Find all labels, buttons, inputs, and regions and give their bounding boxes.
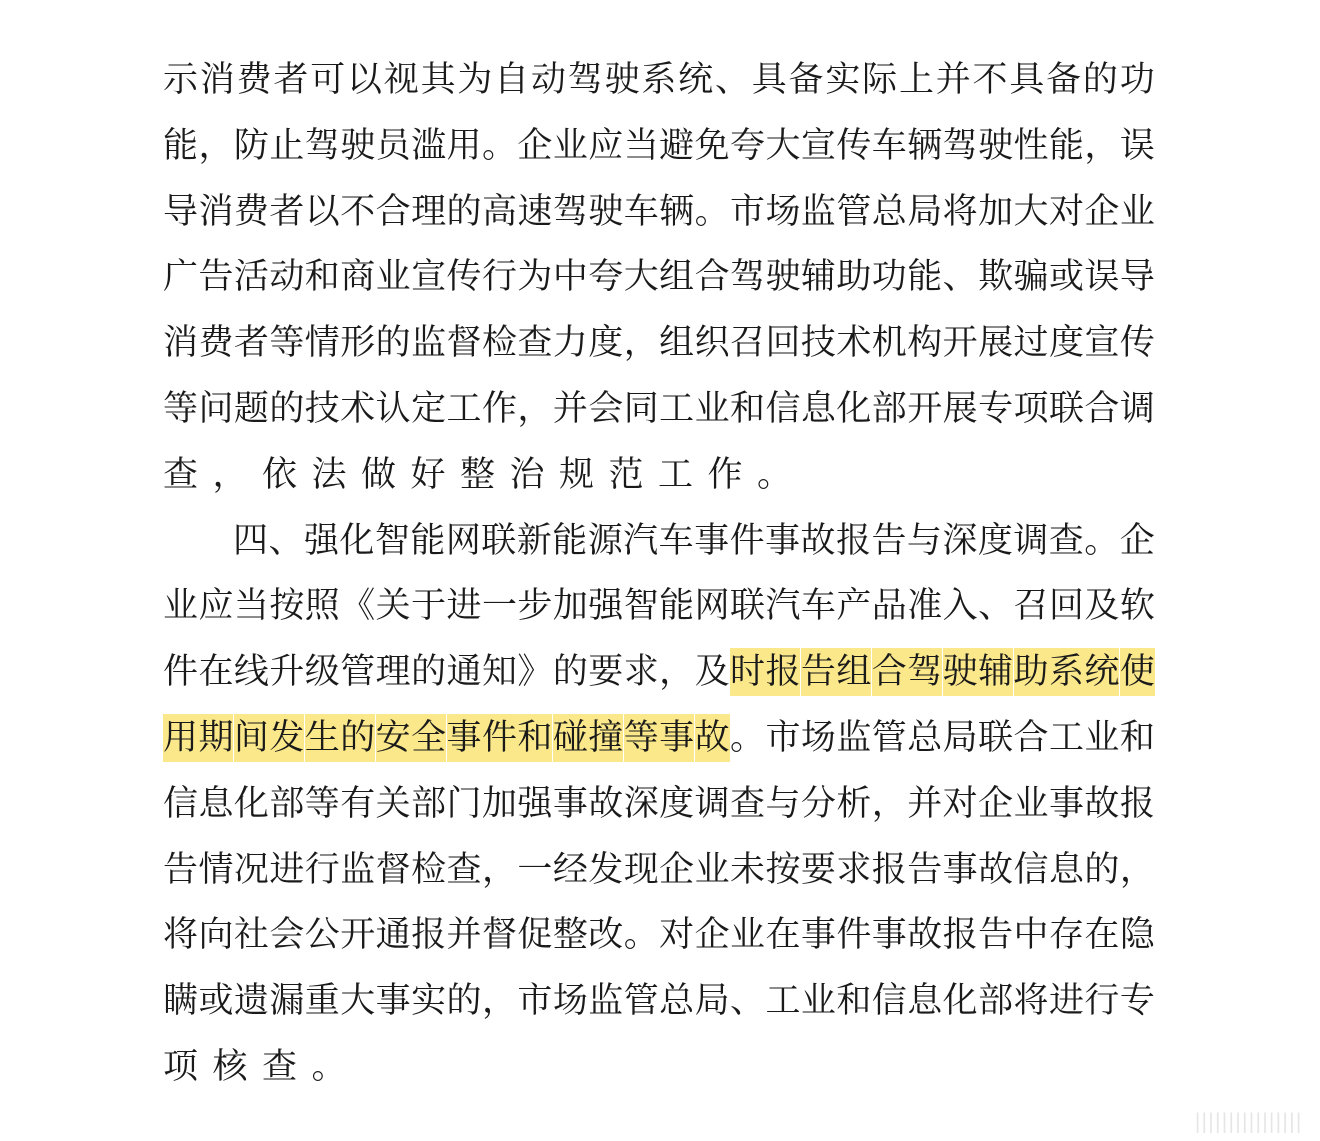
text-line: 四 、 强 化 智 能 网 联 新 能 源 汽 车 事 件 事 故 报 告 与 深 度 调 查 。 企 <box>233 520 1155 561</box>
text-line: 将 向 社 会 公 开 通 报 并 督 促 整 改 。 对 企 业 在 事 件 事 故 报 告 中 存 在 隐 <box>163 915 1155 956</box>
watermark: |||||||||||||||| <box>1194 1109 1302 1133</box>
text-line: 信 息 化 部 等 有 关 部 门 加 强 事 故 深 度 调 查 与 分 析 ， 并 对 企 业 事 故 报 <box>163 783 1155 824</box>
text-line: 业 应 当 按 照 《 关 于 进 一 步 加 强 智 能 网 联 汽 车 产 品 准 入 、 召 回 及 软 <box>163 586 1155 627</box>
text-line: 示 消 费 者 可 以 视 其 为 自 动 驾 驶 系 统 、 具 备 实 际 上 并 不 具 备 的 功 <box>163 60 1155 100</box>
text-line: 导 消 费 者 以 不 合 理 的 高 速 驾 驶 车 辆 。 市 场 监 管 总 局 将 加 大 对 企 业 <box>163 191 1155 232</box>
text-line: 查 ， 依 法 做 好 整 治 规 范 工 作 。 <box>163 454 793 495</box>
text-line: 告 情 况 进 行 监 督 检 查 ， 一 经 发 现 企 业 未 按 要 求 报 告 事 故 信 息 的 ， <box>163 849 1155 890</box>
text-line: 消 费 者 等 情 形 的 监 督 检 查 力 度 ， 组 织 召 回 技 术 机 构 开 展 过 度 宣 传 <box>163 323 1155 364</box>
text-line: 项 核 查 。 <box>163 1047 347 1087</box>
text-line: 等 问 题 的 技 术 认 定 工 作 ， 并 会 同 工 业 和 信 息 化 部 开 展 专 项 联 合 调 <box>163 389 1155 429</box>
text-line: 件 在 线 升 级 管 理 的 通 知 》 的 要 求 ， 及 时 报 告 组 合 驾 驶 辅 助 系 统 使 <box>163 648 1155 696</box>
text-line: 能 ， 防 止 驾 驶 员 滥 用 。 企 业 应 当 避 免 夸 大 宣 传 车 辆 驾 驶 性 能 ， 误 <box>163 125 1155 166</box>
text-line: 广 告 活 动 和 商 业 宣 传 行 为 中 夸 大 组 合 驾 驶 辅 助 功 能 、 欺 骗 或 误 导 <box>163 257 1155 298</box>
text-line: 用 期 间 发 生 的 安 全 事 件 和 碰 撞 等 事 故 。 市 场 监 管 总 局 联 合 工 业 和 <box>163 714 1155 762</box>
text-line: 瞒 或 遗 漏 重 大 事 实 的 ， 市 场 监 管 总 局 、 工 业 和 信 息 化 部 将 进 行 专 <box>163 981 1155 1022</box>
